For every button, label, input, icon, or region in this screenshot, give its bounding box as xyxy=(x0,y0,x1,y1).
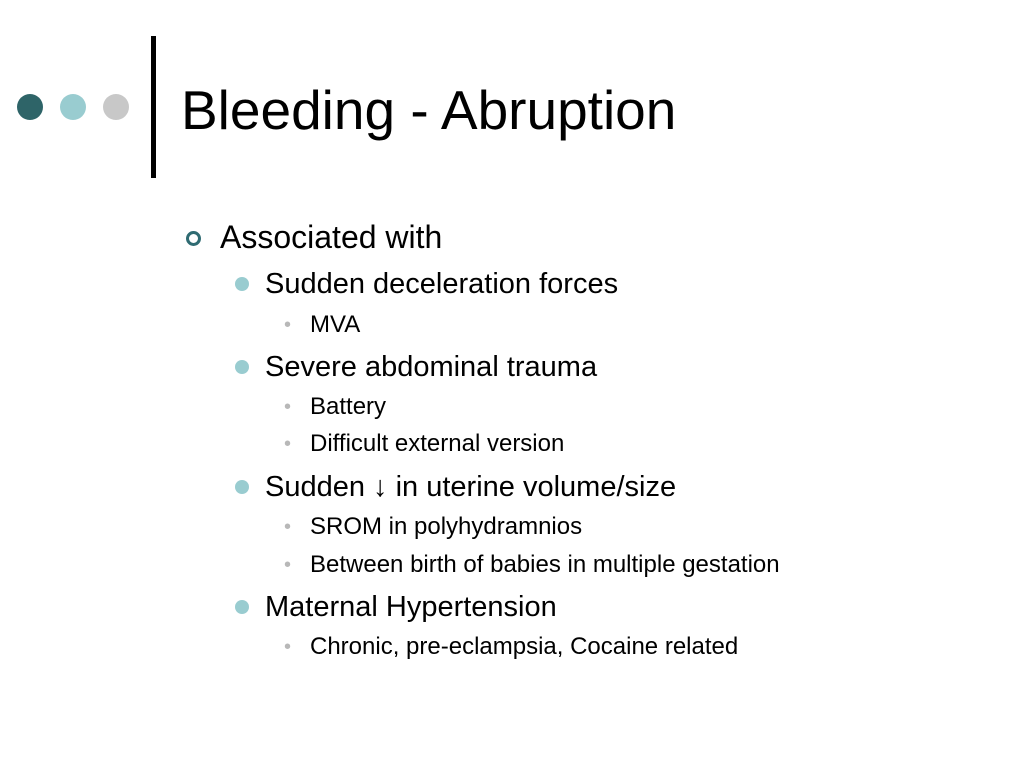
bullet-text: Severe abdominal trauma xyxy=(265,351,598,383)
small-dot-bullet-icon: • xyxy=(284,516,292,538)
subbullet-battery xyxy=(284,392,387,422)
filled-circle-bullet-icon xyxy=(235,360,249,374)
slide-title: Bleeding - Abruption xyxy=(181,79,677,141)
subbullet-text: Battery xyxy=(310,393,387,420)
hollow-circle-bullet-icon xyxy=(186,231,201,246)
bullet-uterine-volume xyxy=(265,469,676,505)
filled-circle-bullet-icon xyxy=(235,600,249,614)
bullet-severe-abdominal-trauma xyxy=(265,349,597,385)
subbullet-chronic-preeclampsia-cocaine xyxy=(284,632,739,662)
subbullet-text: Between birth of babies in multiple gestation xyxy=(310,551,780,578)
filled-circle-bullet-icon xyxy=(235,480,249,494)
subbullet-text: Chronic, pre-eclampsia, Cocaine related xyxy=(310,633,739,660)
small-dot-bullet-icon: • xyxy=(284,554,292,576)
small-dot-bullet-icon: • xyxy=(284,636,292,658)
small-dot-bullet-icon: • xyxy=(284,314,292,336)
subbullet-multiple-gestation xyxy=(284,550,780,580)
bullet-text: Sudden ↓ in uterine volume/size xyxy=(265,471,677,503)
bullet-text: Maternal Hypertension xyxy=(265,591,557,623)
main-bullet-text: Associated with xyxy=(220,219,443,255)
small-dot-bullet-icon: • xyxy=(284,396,292,418)
bullet-text: Sudden deceleration forces xyxy=(265,268,619,300)
small-dot-bullet-icon: • xyxy=(284,433,292,455)
filled-circle-bullet-icon xyxy=(235,277,249,291)
bullet-sudden-deceleration xyxy=(265,266,618,302)
subbullet-srom xyxy=(284,512,583,542)
bullet-associated-with xyxy=(220,217,442,257)
subbullet-text: Difficult external version xyxy=(310,430,565,457)
subbullet-text: MVA xyxy=(310,311,361,338)
subbullet-text: SROM in polyhydramnios xyxy=(310,513,583,540)
subbullet-difficult-external-version xyxy=(284,429,565,459)
bullet-maternal-hypertension xyxy=(265,589,557,625)
subbullet-mva xyxy=(284,310,361,340)
